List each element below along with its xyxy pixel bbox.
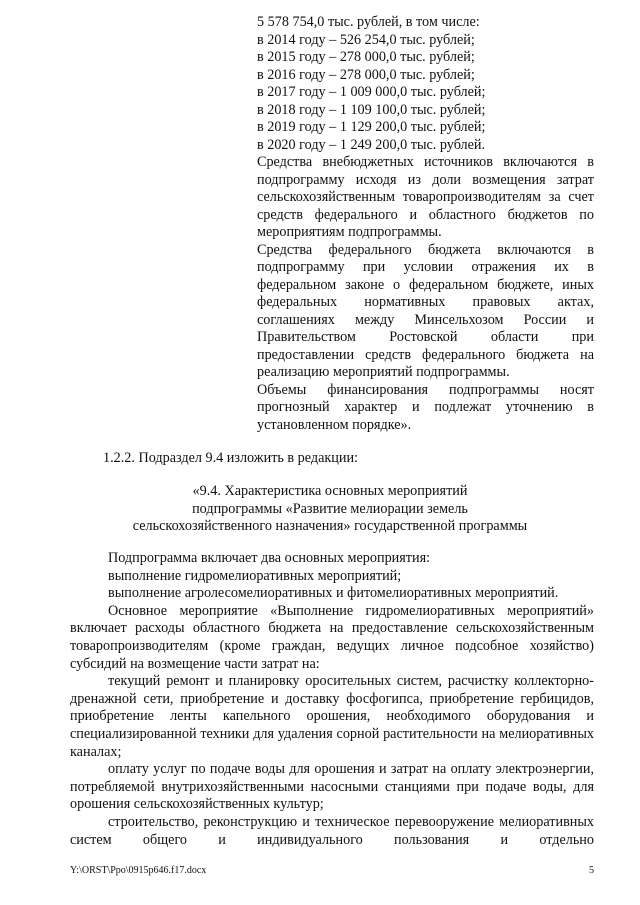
financing-2019: в 2019 году – 1 129 200,0 тыс. рублей; — [257, 119, 486, 135]
financing-2018: в 2018 году – 1 109 100,0 тыс. рублей; — [257, 101, 486, 118]
section-body — [70, 550, 594, 849]
paragraph-agro-activities: выполнение агролесомелиоративных и фитомелиоративных мероприятий. — [108, 585, 559, 602]
file-path: Y:\ORST\Ppo\0915p646.f17.docx — [70, 865, 207, 876]
paragraph-construction-expenses: строительство, реконструкцию и техническое перевооружение мелиоративных систем общего и индивидуального пользования и отдельно — [70, 813, 594, 848]
financing-2017: в 2017 году – 1 009 000,0 тыс. рублей; — [257, 84, 486, 100]
page-footer — [70, 864, 594, 878]
financing-2015: в 2015 году – 278 000,0 тыс. рублей; — [257, 49, 475, 65]
paragraph-water-supply-expenses: оплату услуг по подаче воды для орошения и затрат на оплату электроэнергии, потребляемой внутрихозяйственными насосными станциями при подаче воды, для орошения сельскохозяйственных культур; — [70, 761, 594, 813]
heading-line-2: подпрограммы «Развитие мелиорации земель — [192, 500, 468, 517]
heading-line-1: «9.4. Характеристика основных мероприятий — [192, 483, 468, 499]
paragraph-main-activity-description: Основное мероприятие «Выполнение гидромелиоративных мероприятий» включает расходы областного бюджета на предоставление сельскохозяйственным товаропроизводителям (кроме граждан, ведущих личное подсобное хозяйство) субсидий на возмещение части затрат на: — [70, 602, 594, 672]
paragraph-hydro-activities: выполнение гидромелиоративных мероприятий; — [108, 567, 402, 584]
financing-2020: в 2020 году – 1 249 200,0 тыс. рублей. — [257, 136, 486, 153]
paragraph-federal-budget: Средства федерального бюджета включаются в подпрограмму при условии отражения их в федеральном законе о федеральном бюджете, иных федеральных нормативных правовых актах, соглашениях между Минсельхозом России и Правительством Ростовской области при предоставлении средств федерального бюджета на реализацию мероприятий подпрограммы. — [257, 241, 594, 380]
financing-2016: в 2016 году – 278 000,0 тыс. рублей; — [257, 66, 475, 83]
paragraph-repair-expenses: текущий ремонт и планировку оросительных систем, расчистку коллекторно-дренажной сети, приобретение и доставку фосфогипса, приобретение гербицидов, приобретение ленты капельного орошения, необходимого оборудования и специализированной техники для удаления сорной растительности на мелиоративных каналах; — [70, 673, 594, 760]
financing-total: 5 578 754,0 тыс. рублей, в том числе: — [257, 14, 480, 30]
financing-2014: в 2014 году – 526 254,0 тыс. рублей; — [257, 31, 475, 48]
section-heading — [60, 483, 600, 536]
paragraph-main-activities: Подпрограмма включает два основных мероприятия: — [108, 550, 431, 566]
heading-line-3: сельскохозяйственного назначения» государственной программы — [132, 518, 528, 534]
subsection-instruction: 1.2.2. Подраздел 9.4 изложить в редакции: — [103, 450, 358, 466]
page-number: 5 — [589, 865, 594, 876]
paragraph-extrabudget-sources: Средства внебюджетных источников включаются в подпрограмму исходя из доли возмещения затрат сельскохозяйственным товаропроизводителям за счет средств федерального и областного бюджетов по мероприятиям подпрограммы. — [257, 154, 594, 240]
paragraph-financing-volumes: Объемы финансирования подпрограммы носят прогнозный характер и подлежат уточнению в установленном порядке». — [257, 381, 594, 433]
financing-block — [257, 14, 594, 434]
